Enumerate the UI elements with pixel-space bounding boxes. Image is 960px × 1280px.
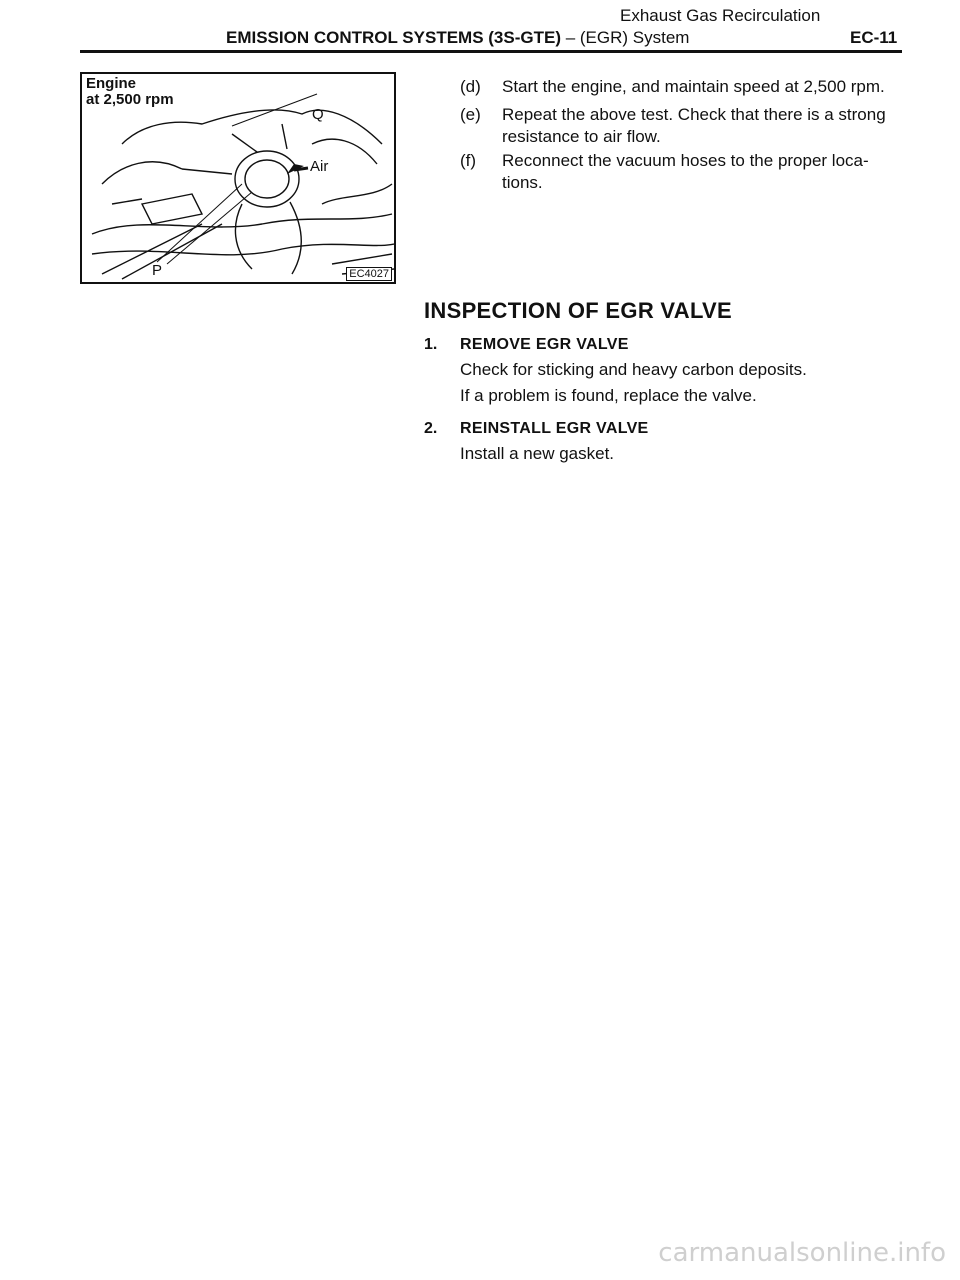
step-f (460, 150, 910, 196)
item-2-line1: Install a new gasket. (460, 444, 615, 463)
item-1-line1: Check for sticking and heavy carbon deposits. (460, 360, 807, 379)
item-1-number: 1. (424, 336, 438, 353)
item-2-title: REINSTALL EGR VALVE (460, 420, 649, 437)
item-1-line2: If a problem is found, replace the valve. (460, 386, 757, 405)
figure-label-p: P (152, 262, 163, 279)
section-title: EMISSION CONTROL SYSTEMS (3S-GTE) (226, 28, 561, 47)
step-f-text: Reconnect the vacuum hoses to the proper loca-tions. (502, 151, 869, 192)
figure-code: EC4027 (346, 267, 392, 281)
item-2-number: 2. (424, 420, 438, 437)
page-header-title (226, 28, 689, 48)
figure-label-air: Air (310, 158, 329, 175)
page-number: EC-11 (850, 28, 898, 47)
egr-test-figure (80, 72, 396, 284)
section-heading-inspection: INSPECTION OF EGR VALVE (424, 298, 733, 323)
step-d (460, 76, 910, 100)
figure-label-engine-line2: at 2,500 rpm (86, 91, 174, 108)
step-d-label: (d) (460, 77, 481, 96)
step-e-text: Repeat the above test. Check that there is a strong resistance to air flow. (502, 105, 886, 146)
watermark: carmanualsonline.info (658, 1238, 946, 1268)
figure-label-q: Q (312, 106, 324, 123)
item-1-title: REMOVE EGR VALVE (460, 336, 629, 353)
step-e-label: (e) (460, 105, 481, 124)
step-d-text: Start the engine, and maintain speed at 2,500 rpm. (502, 77, 885, 96)
step-f-label: (f) (460, 151, 477, 170)
page-header-subtitle: Exhaust Gas Recirculation (620, 6, 821, 25)
section-suffix: – (EGR) System (561, 28, 690, 47)
header-rule (80, 50, 902, 53)
figure-label-engine (86, 76, 174, 108)
figure-label-engine-line1: Engine (86, 75, 137, 92)
step-e (460, 104, 910, 150)
